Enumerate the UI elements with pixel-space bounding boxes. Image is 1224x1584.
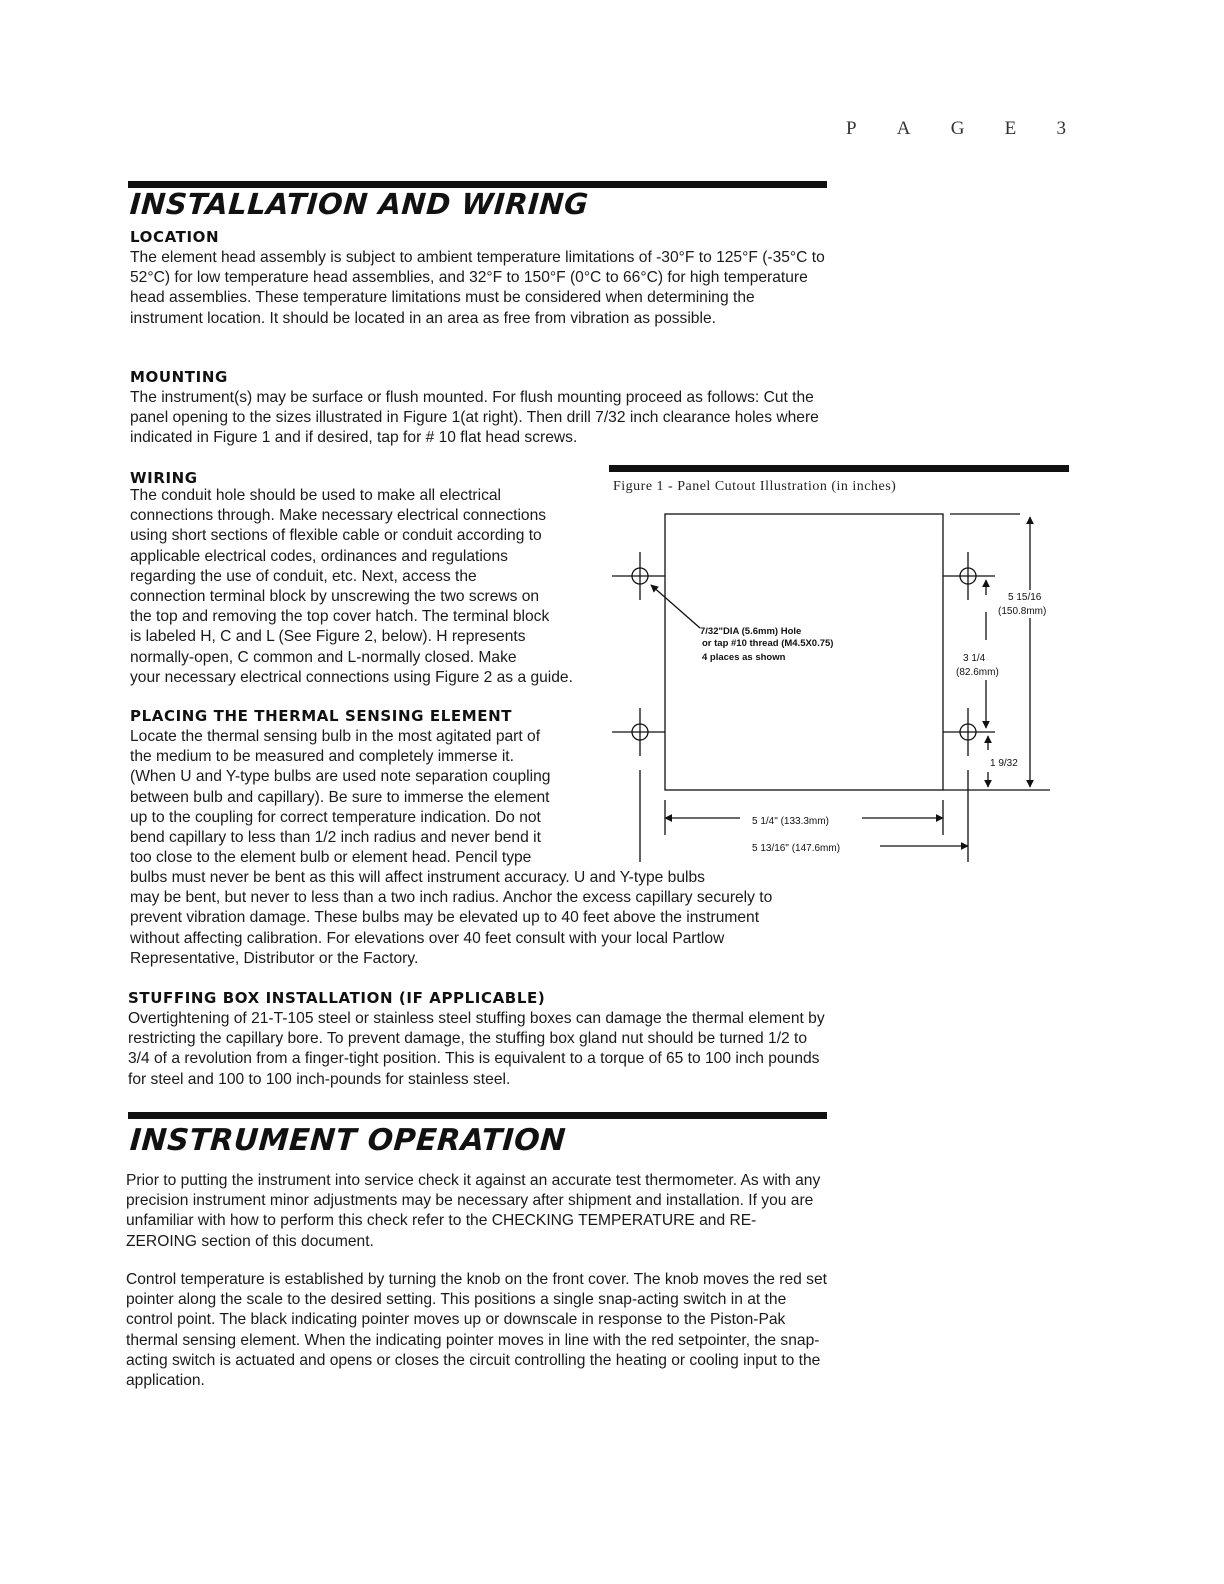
page-letter: E	[1004, 118, 1017, 139]
text-line: connection terminal block by unscrewing the two screws on	[130, 588, 540, 606]
section-title-installation: INSTALLATION AND WIRING	[128, 187, 590, 221]
dim-width-outer-label: 5 13/16" (147.6mm)	[752, 843, 841, 854]
heading-wiring: WIRING	[130, 469, 198, 487]
heading-mounting: MOUNTING	[130, 368, 228, 386]
mounting-hole	[943, 552, 995, 600]
text-line: up to the coupling for correct temperature indication. Do not	[130, 808, 541, 826]
text-line: Representative, Distributor or the Factory.	[130, 949, 419, 967]
text-line: the top and removing the top cover hatch. The terminal block	[130, 608, 550, 626]
mounting-hole	[943, 708, 995, 756]
hole-note-line: or tap #10 thread (M4.5X0.75)	[702, 638, 834, 649]
figure-caption: Figure 1 - Panel Cutout Illustration (in inches)	[613, 479, 897, 494]
section-rule	[128, 1112, 827, 1119]
mounting-hole	[612, 552, 665, 600]
text-line: using short sections of flexible cable or conduit according to	[130, 527, 542, 545]
text-line: your necessary electrical connections using Figure 2 as a guide.	[130, 668, 573, 686]
location-text: The element head assembly is subject to ambient temperature limitations of -30°F to 125°F (-35°C to 52°C) for low temperature head assemblies, and 32°F to 150°F (0°C to 66°C) for high temperature head assemblies. These temperature limitations must be considered when determining the instrument location. It should be located in an area as free from vibration as possible.	[130, 249, 825, 327]
text-line: The conduit hole should be used to make all electrical	[130, 487, 502, 504]
heading-stuffing-box: STUFFING BOX INSTALLATION (IF APPLICABLE)	[128, 989, 546, 1007]
text-line: prevent vibration damage. These bulbs may be elevated up to 40 feet above the instrument	[130, 909, 760, 927]
text-line: regarding the use of conduit, etc. Next, access the	[130, 567, 477, 585]
section-title-operation: INSTRUMENT OPERATION	[128, 1123, 568, 1158]
dim-width-inner-label: 5 1/4" (133.3mm)	[752, 816, 829, 827]
page-letter: A	[896, 118, 911, 139]
hole-note-line: 4 places as shown	[702, 652, 786, 663]
hole-note-line: 7/32"DIA (5.6mm) Hole	[700, 626, 802, 637]
text-line: is labeled H, C and L (See Figure 2, below). H represents	[130, 628, 526, 646]
heading-location: LOCATION	[130, 228, 220, 246]
text-line: may be bent, but never to less than a two inch radius. Anchor the excess capillary securely to	[130, 889, 773, 907]
dim-bottom-label: 1 9/32	[990, 758, 1018, 769]
heading-placing: PLACING THE THERMAL SENSING ELEMENT	[130, 707, 513, 725]
stuffing-box-text: Overtightening of 21-T-105 steel or stainless steel stuffing boxes can damage the thermal element by restricting the capillary bore. To prevent damage, the stuffing box gland nut should be turned 1/2 to 3/4 of a revolution from a finger-tight position. This is equivalent to a torque of 65 to 100 inch pounds for steel and 100 to 100 inch-pounds for stainless steel.	[128, 1010, 825, 1088]
operation-paragraph-1: Prior to putting the instrument into service check it against an accurate test thermometer. As with any precision instrument minor adjustments may be necessary after shipment and installation. If you are unfamiliar with how to perform this check refer to the CHECKING TEMPERATURE and RE-ZEROING section of this document.	[126, 1172, 821, 1250]
text-line: bend capillary to less than 1/2 inch radius and never bend it	[130, 829, 541, 847]
mounting-text: The instrument(s) may be surface or flush mounted. For flush mounting proceed as follows: Cut the panel opening to the sizes illustrated in Figure 1(at right). Then drill 7/32 inch clearance holes where indicated in Figure 1 and if desired, tap for # 10 flat head screws.	[130, 389, 819, 447]
text-line: without affecting calibration. For elevations over 40 feet consult with your local Partlow	[130, 929, 725, 947]
page-letter: 3	[1056, 118, 1066, 139]
text-line: Locate the thermal sensing bulb in the most agitated part of	[130, 728, 541, 745]
text-line: between bulb and capillary). Be sure to immerse the element	[130, 788, 550, 806]
text-line: normally-open, C common and L-normally closed. Make	[130, 648, 517, 666]
page-letter: P	[846, 118, 857, 139]
text-line: the medium to be measured and completely immerse it.	[130, 748, 514, 766]
operation-paragraph-2: Control temperature is established by turning the knob on the front cover. The knob moves the red set pointer along the scale to the desired setting. This positions a single snap-acting switch in at the control point. The black indicating pointer moves up or downscale in response to the Piston-Pak thermal sensing element. When the indicating pointer moves in line with the red setpointer, the snap-acting switch is actuated and opens or closes the circuit controlling the heating or cooling input to the application.	[126, 1271, 827, 1390]
dim-spacing-label: 3 1/4	[963, 653, 986, 664]
text-line: too close to the element bulb or element head. Pencil type	[130, 849, 532, 867]
page-letter: G	[950, 118, 965, 139]
text-line: bulbs must never be bent as this will affect instrument accuracy. U and Y-type bulbs	[130, 869, 705, 886]
mounting-hole	[612, 708, 665, 756]
dim-height-label: (150.8mm)	[998, 606, 1047, 617]
dim-height-label: 5 15/16	[1008, 592, 1042, 603]
dim-spacing-label: (82.6mm)	[956, 667, 999, 678]
text-line: connections through. Make necessary electrical connections	[130, 507, 547, 525]
text-line: applicable electrical codes, ordinances and regulations	[130, 547, 508, 565]
text-line: (When U and Y-type bulbs are used note separation coupling	[130, 768, 551, 786]
